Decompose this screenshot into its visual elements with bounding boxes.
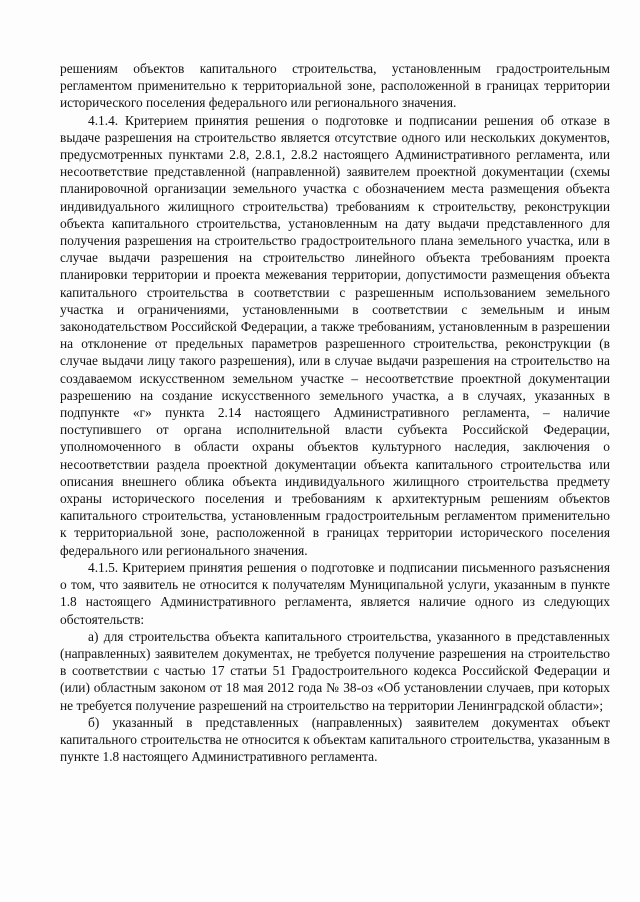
paragraph-item-a: а) для строительства объекта капитального строительства, указанного в представленных (направленных) заявителем документах, не требуется получение разрешения на строительство в соответствии с частью 17 статьи 51 Градостроительного кодекса Российской Федерации и (или) областным законом от 18 мая 2012 года № 38-оз «Об установлении случаев, при которых не требуется получение разрешений на строительство на территории Ленинградской области»; bbox=[60, 628, 610, 713]
paragraph-4-1-5: 4.1.5. Критерием принятия решения о подготовке и подписании письменного разъяснения о том, что заявитель не относится к получателям Муниципальной услуги, указанным в пункте 1.8 настоящего Административного регламента, является наличие одного из следующих обстоятельств: bbox=[60, 559, 610, 627]
paragraph-continuation: решениям объектов капитального строительства, установленным градостроительным регламентом применительно к территориальной зоне, расположенной в границах территории исторического поселения федерального или регионального значения. bbox=[60, 61, 610, 111]
paragraph-4-1-4: 4.1.4. Критерием принятия решения о подготовке и подписании решения об отказе в выдаче разрешения на строительство является отсутствие одного или нескольких документов, предусмотренных пунктами 2.8, 2.8.1, 2.8.2 настоящего Административного регламента, или несоответствие представленной (направленной) заявителем проектной документации (схемы планировочной организации земельного участка с обозначением места размещения объекта индивидуального жилищного строительства) требованиям к строительству, реконструкции объекта капитального строительства, установленным на дату выдачи представленного для получения разрешения на строительство градостроительного плана земельного участка, или в случае выдачи разрешения на строительство линейного объекта требованиям проекта планировки территории и проекта межевания территории, допустимости размещения объекта капитального строительства в соответствии с разрешенным использованием земельного участка и ограничениями, установленными в соответствии с земельным и иным законодательством Российской Федерации, а также требованиям, установленным в разрешении на отклонение от предельных параметров разрешенного строительства, реконструкции (в случае выдачи лицу такого разрешения), или в случае выдачи разрешения на строительство на создаваемом искусственном земельном участке – несоответствие проектной документации разрешению на создание искусственного земельного участка, а в случаях, указанных в подпункте «г» пункта 2.14 настоящего Административного регламента, – наличие поступившего от органа исполнительной власти субъекта Российской Федерации, уполномоченного в области охраны объектов культурного наследия, заключения о несоответствии раздела проектной документации объекта капитального строительства или описания внешнего облика объекта индивидуального жилищного строительства предмету охраны исторического поселения и требованиям к архитектурным решениям объектов капитального строительства, установленным градостроительным регламентом применительно к территориальной зоне, расположенной в границах территории исторического поселения федерального или регионального значения. bbox=[60, 112, 610, 558]
document-text bbox=[60, 60, 610, 765]
paragraph-item-b: б) указанный в представленных (направленных) заявителем документах объект капитального строительства не относится к объектам капитального строительства, указанным в пункте 1.8 настоящего Административного регламента. bbox=[60, 714, 610, 765]
